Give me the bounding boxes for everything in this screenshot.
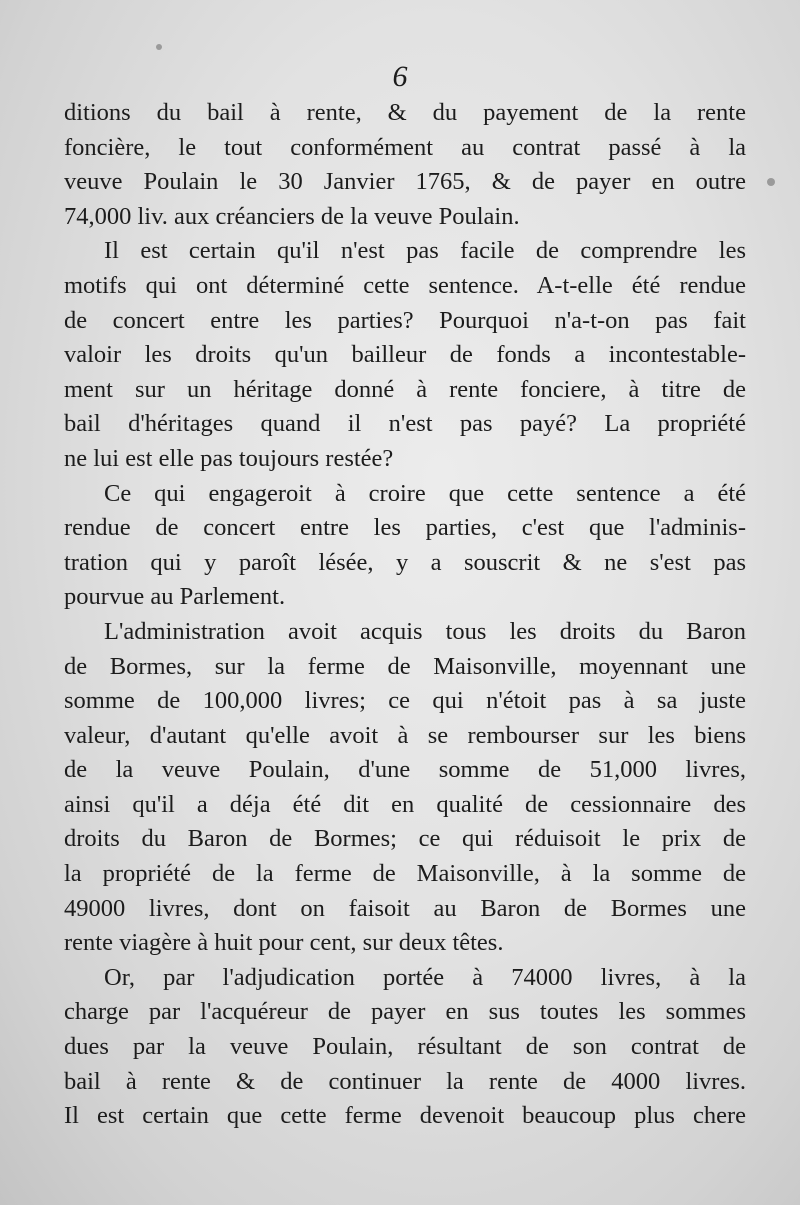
text-line: de la veuve Poulain, d'une somme de 51,000 livres, [64, 756, 746, 784]
text-line: ditions du bail à rente, & du payement de la rente [64, 99, 746, 126]
text-line: pourvue au Parlement. [64, 583, 286, 611]
text-line: Il est certain qu'il n'est pas facile de comprendre les [104, 237, 746, 265]
text-line: motifs qui ont déterminé cette sentence. A-t-elle été rendue [64, 271, 746, 299]
text-line: la propriété de la ferme de Maisonville, à la somme de [64, 860, 746, 888]
text-line: valoir les droits qu'un bailleur de fonds a incontestable- [64, 341, 746, 369]
page-number: 6 [392, 60, 408, 93]
paper-speck [767, 178, 775, 186]
text-line: bail d'héritages quand il n'est pas payé? La propriété [64, 410, 746, 438]
text-line: rente viagère à huit pour cent, sur deux têtes. [64, 929, 504, 957]
text-line: de concert entre les parties? Pourquoi n'a-t-on pas fait [64, 306, 746, 334]
text-line: dues par la veuve Poulain, résultant de son contrat de [64, 1033, 746, 1061]
text-line: de Bormes, sur la ferme de Maisonville, moyennant une [64, 652, 746, 680]
text-line: tration qui y paroît lésée, y a souscrit & ne s'est pas [64, 548, 746, 576]
text-line: Ce qui engageroit à croire que cette sentence a été [104, 479, 746, 507]
body-text [64, 96, 746, 1134]
text-line: L'administration avoit acquis tous les droits du Baron [104, 617, 746, 645]
text-line: charge par l'acquéreur de payer en sus toutes les sommes [64, 998, 746, 1026]
text-line: ne lui est elle pas toujours restée? [64, 444, 394, 472]
text-line: ment sur un héritage donné à rente fonciere, à titre de [64, 375, 746, 403]
text-line: Il est certain que cette ferme devenoit beaucoup plus chere [64, 1102, 746, 1130]
text-line: 49000 livres, dont on faisoit au Baron de Bormes une [64, 894, 746, 922]
text-line: Or, par l'adjudication portée à 74000 livres, à la [104, 963, 746, 991]
text-line: rendue de concert entre les parties, c'est que l'adminis- [64, 514, 746, 542]
text-line: valeur, d'autant qu'elle avoit à se rembourser sur les biens [64, 721, 746, 749]
text-line: somme de 100,000 livres; ce qui n'étoit pas à sa juste [64, 687, 746, 715]
text-line: bail à rente & de continuer la rente de 4000 livres. [64, 1067, 746, 1095]
paper-speck [156, 44, 162, 50]
text-line: foncière, le tout conformément au contrat passé à la [64, 133, 746, 161]
text-line: veuve Poulain le 30 Janvier 1765, & de payer en outre [64, 168, 746, 196]
text-line: 74,000 liv. aux créanciers de la veuve Poulain. [64, 202, 520, 230]
text-line: ainsi qu'il a déja été dit en qualité de cessionnaire des [64, 790, 746, 818]
text-line: droits du Baron de Bormes; ce qui réduisoit le prix de [64, 825, 746, 853]
